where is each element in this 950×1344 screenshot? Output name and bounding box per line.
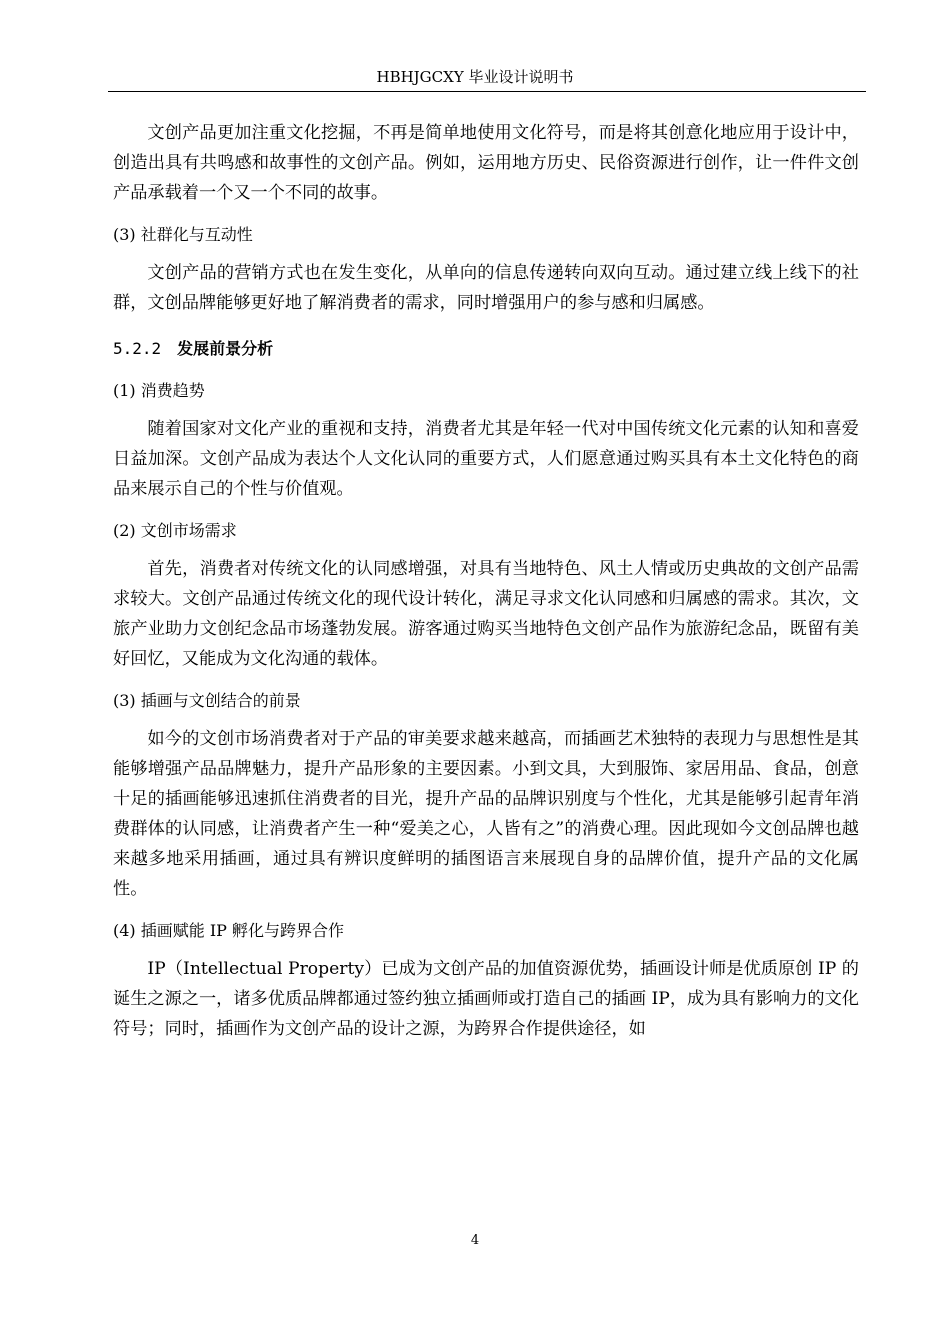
paragraph: 如今的文创市场消费者对于产品的审美要求越来越高，而插画艺术独特的表现力与思想性是其能够增强产品品牌魅力，提升产品形象的主要因素。小到文具，大到服饰、家居用品、食品，创意十足的插画能够迅速抓住消费者的目光，提升产品的品牌识别度与个性化，尤其是能够引起青年消费群体的认同感，让消费者产生一种“爱美之心，人皆有之”的消费心理。因此现如今文创品牌也越来越多地采用插画，通过具有辨识度鲜明的插图语言来展现自身的品牌价值，提升产品的文化属性。 xyxy=(113,729,859,899)
page-number: 4 xyxy=(470,1233,480,1248)
subheading: (3) 插画与文创结合的前景 xyxy=(113,691,301,710)
paragraph: 随着国家对文化产业的重视和支持，消费者尤其是年轻一代对中国传统文化元素的认知和喜爱日益加深。文创产品成为表达个人文化认同的重要方式，人们愿意通过购买具有本土文化特色的商品来展示自己的个性与价值观。 xyxy=(113,419,859,499)
running-header: HBHJGCXY 毕业设计说明书 xyxy=(376,68,574,86)
subheading: (1) 消费趋势 xyxy=(113,381,205,400)
paragraph: 首先，消费者对传统文化的认同感增强，对具有当地特色、风土人情或历史典故的文创产品需求较大。文创产品通过传统文化的现代设计转化，满足寻求文化认同感和归属感的需求。其次，文旅产业助力文创纪念品市场蓬勃发展。游客通过购买当地特色文创产品作为旅游纪念品，既留有美好回忆，又能成为文化沟通的载体。 xyxy=(113,559,859,669)
subheading: (4) 插画赋能 IP 孵化与跨界合作 xyxy=(113,921,345,940)
subheading: (2) 文创市场需求 xyxy=(113,521,237,540)
header-divider xyxy=(108,91,866,92)
subheading: (3) 社群化与互动性 xyxy=(113,225,253,244)
section-number: 5.2.2 xyxy=(113,339,162,358)
paragraph: IP（Intellectual Property）已成为文创产品的加值资源优势，插画设计师是优质原创 IP 的诞生之源之一，诸多优质品牌都通过签约独立插画师或打造自己的插画 IP，成为具有影响力的文化符号；同时，插画作为文创产品的设计之源，为跨界合作提供途径，如 xyxy=(113,959,859,1039)
paragraph: 文创产品更加注重文化挖掘，不再是简单地使用文化符号，而是将其创意化地应用于设计中，创造出具有共鸣感和故事性的文创产品。例如，运用地方历史、民俗资源进行创作，让一件件文创产品承载着一个又一个不同的故事。 xyxy=(113,123,859,203)
paragraph: 文创产品的营销方式也在发生变化，从单向的信息传递转向双向互动。通过建立线上线下的社群，文创品牌能够更好地了解消费者的需求，同时增强用户的参与感和归属感。 xyxy=(113,263,859,313)
section-heading xyxy=(113,334,859,364)
section-title: 发展前景分析 xyxy=(177,339,274,358)
document-body xyxy=(113,118,859,1044)
